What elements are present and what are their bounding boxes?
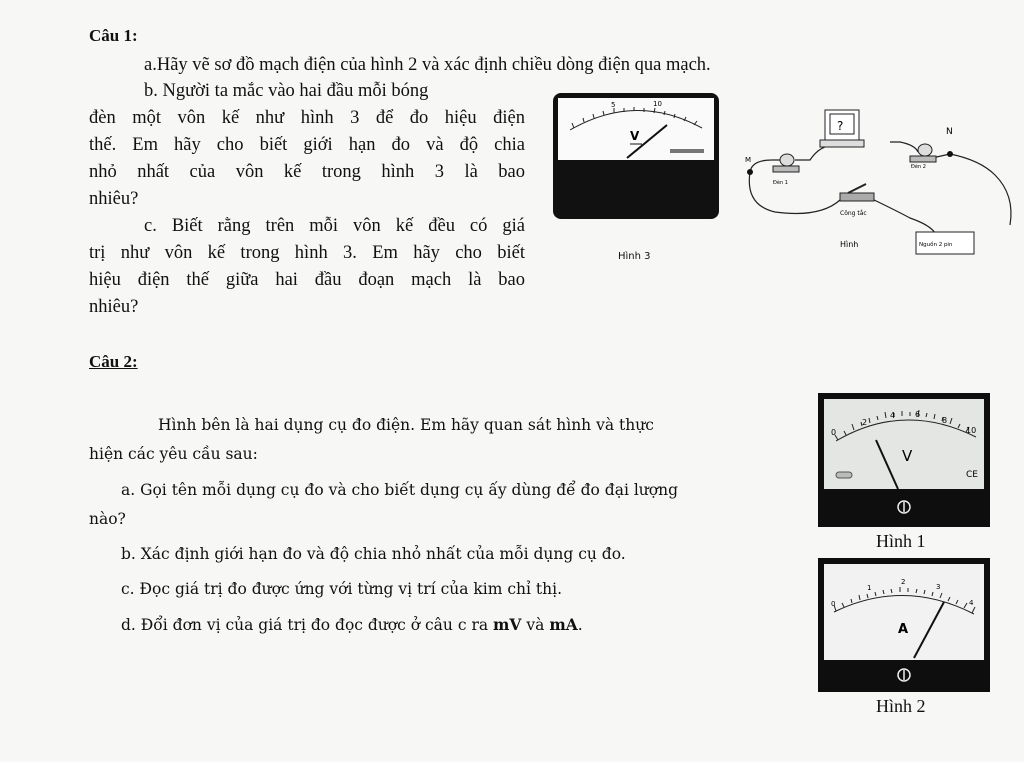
q2-intro-line: hiện các yêu cầu sau: <box>89 445 258 463</box>
voltmeter-figure-3 <box>552 92 722 222</box>
q2-part-a-cont: nào? <box>89 510 126 528</box>
q1-b-line: nhỏ nhất của vôn kế trong hình 3 là bao <box>89 162 525 182</box>
meter-2-tick: 4 <box>969 599 974 607</box>
voltmeter-scale-label: 10 <box>653 100 662 108</box>
q2-part-a: a. Gọi tên mỗi dụng cụ đo và cho biết dụng cụ ấy dùng để đo đại lượng <box>121 481 679 499</box>
meter-2-tick: 2 <box>901 578 906 586</box>
meter-1-tick: 0 <box>831 428 837 437</box>
q1-part-a: a.Hãy vẽ sơ đồ mạch điện của hình 2 và xác định chiều dòng điện qua mạch. <box>144 55 711 75</box>
meter-1-tick: 2 <box>862 418 868 427</box>
meter-1-tick: 10 <box>966 426 977 435</box>
meter-1-tick: 8 <box>942 416 948 425</box>
voltmeter-scale-label: 5 <box>611 101 616 109</box>
q2-d-text: . <box>577 616 583 634</box>
point-m-label: M <box>745 156 752 164</box>
q1-part-b <box>89 78 525 321</box>
q1-c-line: nhiêu? <box>89 297 139 317</box>
circuit-diagram <box>740 100 1020 265</box>
meter-1-symbol: V <box>902 447 913 465</box>
figure-1-caption: Hình 1 <box>876 531 926 551</box>
q1-b-line: nhiêu? <box>89 189 139 209</box>
q2-intro-line: Hình bên là hai dụng cụ đo điện. Em hãy quan sát hình và thực <box>158 416 654 434</box>
switch-label: Công tắc <box>840 210 867 217</box>
meter-1-ce-mark: CE <box>966 470 978 480</box>
q1-c-line: trị như vôn kế trong hình 3. Em hãy cho biết <box>89 243 525 263</box>
q2-part-d <box>121 611 583 639</box>
q2-heading: Câu 2: <box>89 352 138 371</box>
q2-part-b: b. Xác định giới hạn đo và độ chia nhỏ nhất của mỗi dụng cụ đo. <box>121 545 626 563</box>
meter-1-voltmeter <box>818 393 990 527</box>
figure-3-caption: Hình 3 <box>618 251 651 262</box>
q2-d-text: và <box>521 616 550 634</box>
unit-ma: mA <box>549 615 578 634</box>
meter-1-tick: 6 <box>915 410 921 419</box>
svg-text:?: ? <box>837 119 844 133</box>
point-n-label: N <box>946 127 953 137</box>
meter-2-tick: 1 <box>867 584 872 592</box>
meter-2-tick: 0 <box>831 600 836 608</box>
q1-b-line: thế. Em hãy cho biết giới hạn đo và độ chia <box>89 135 525 155</box>
unit-mv: mV <box>493 615 522 634</box>
q1-b-line: đèn một vôn kế như hình 3 để đo hiệu điện <box>89 108 525 128</box>
q1-c-line: hiệu điện thế giữa hai đầu đoạn mạch là bao <box>89 270 525 290</box>
q1-c-line: c. Biết rằng trên mỗi vôn kế đều có giá <box>144 216 525 236</box>
meter-2-ammeter <box>818 558 990 692</box>
q2-d-text: d. Đổi đơn vị của giá trị đo đọc được ở câu c ra <box>121 616 494 634</box>
source-label: Nguồn 2 pin <box>919 242 953 248</box>
meter-2-tick: 3 <box>936 583 941 591</box>
meter-1-tick: 4 <box>890 411 896 420</box>
lamp-2-label: Đèn 2 <box>911 164 926 170</box>
q1-b-line: b. Người ta mắc vào hai đầu mỗi bóng <box>144 81 429 101</box>
meter-2-symbol: A <box>898 622 909 637</box>
voltmeter-symbol: V <box>630 129 640 143</box>
circuit-caption: Hình <box>840 240 859 249</box>
lamp-1-label: Đèn 1 <box>773 180 788 186</box>
q1-heading: Câu 1: <box>89 26 138 45</box>
figure-2-caption: Hình 2 <box>876 696 926 716</box>
q2-part-c: c. Đọc giá trị đo được ứng với từng vị trí của kim chỉ thị. <box>121 580 563 598</box>
